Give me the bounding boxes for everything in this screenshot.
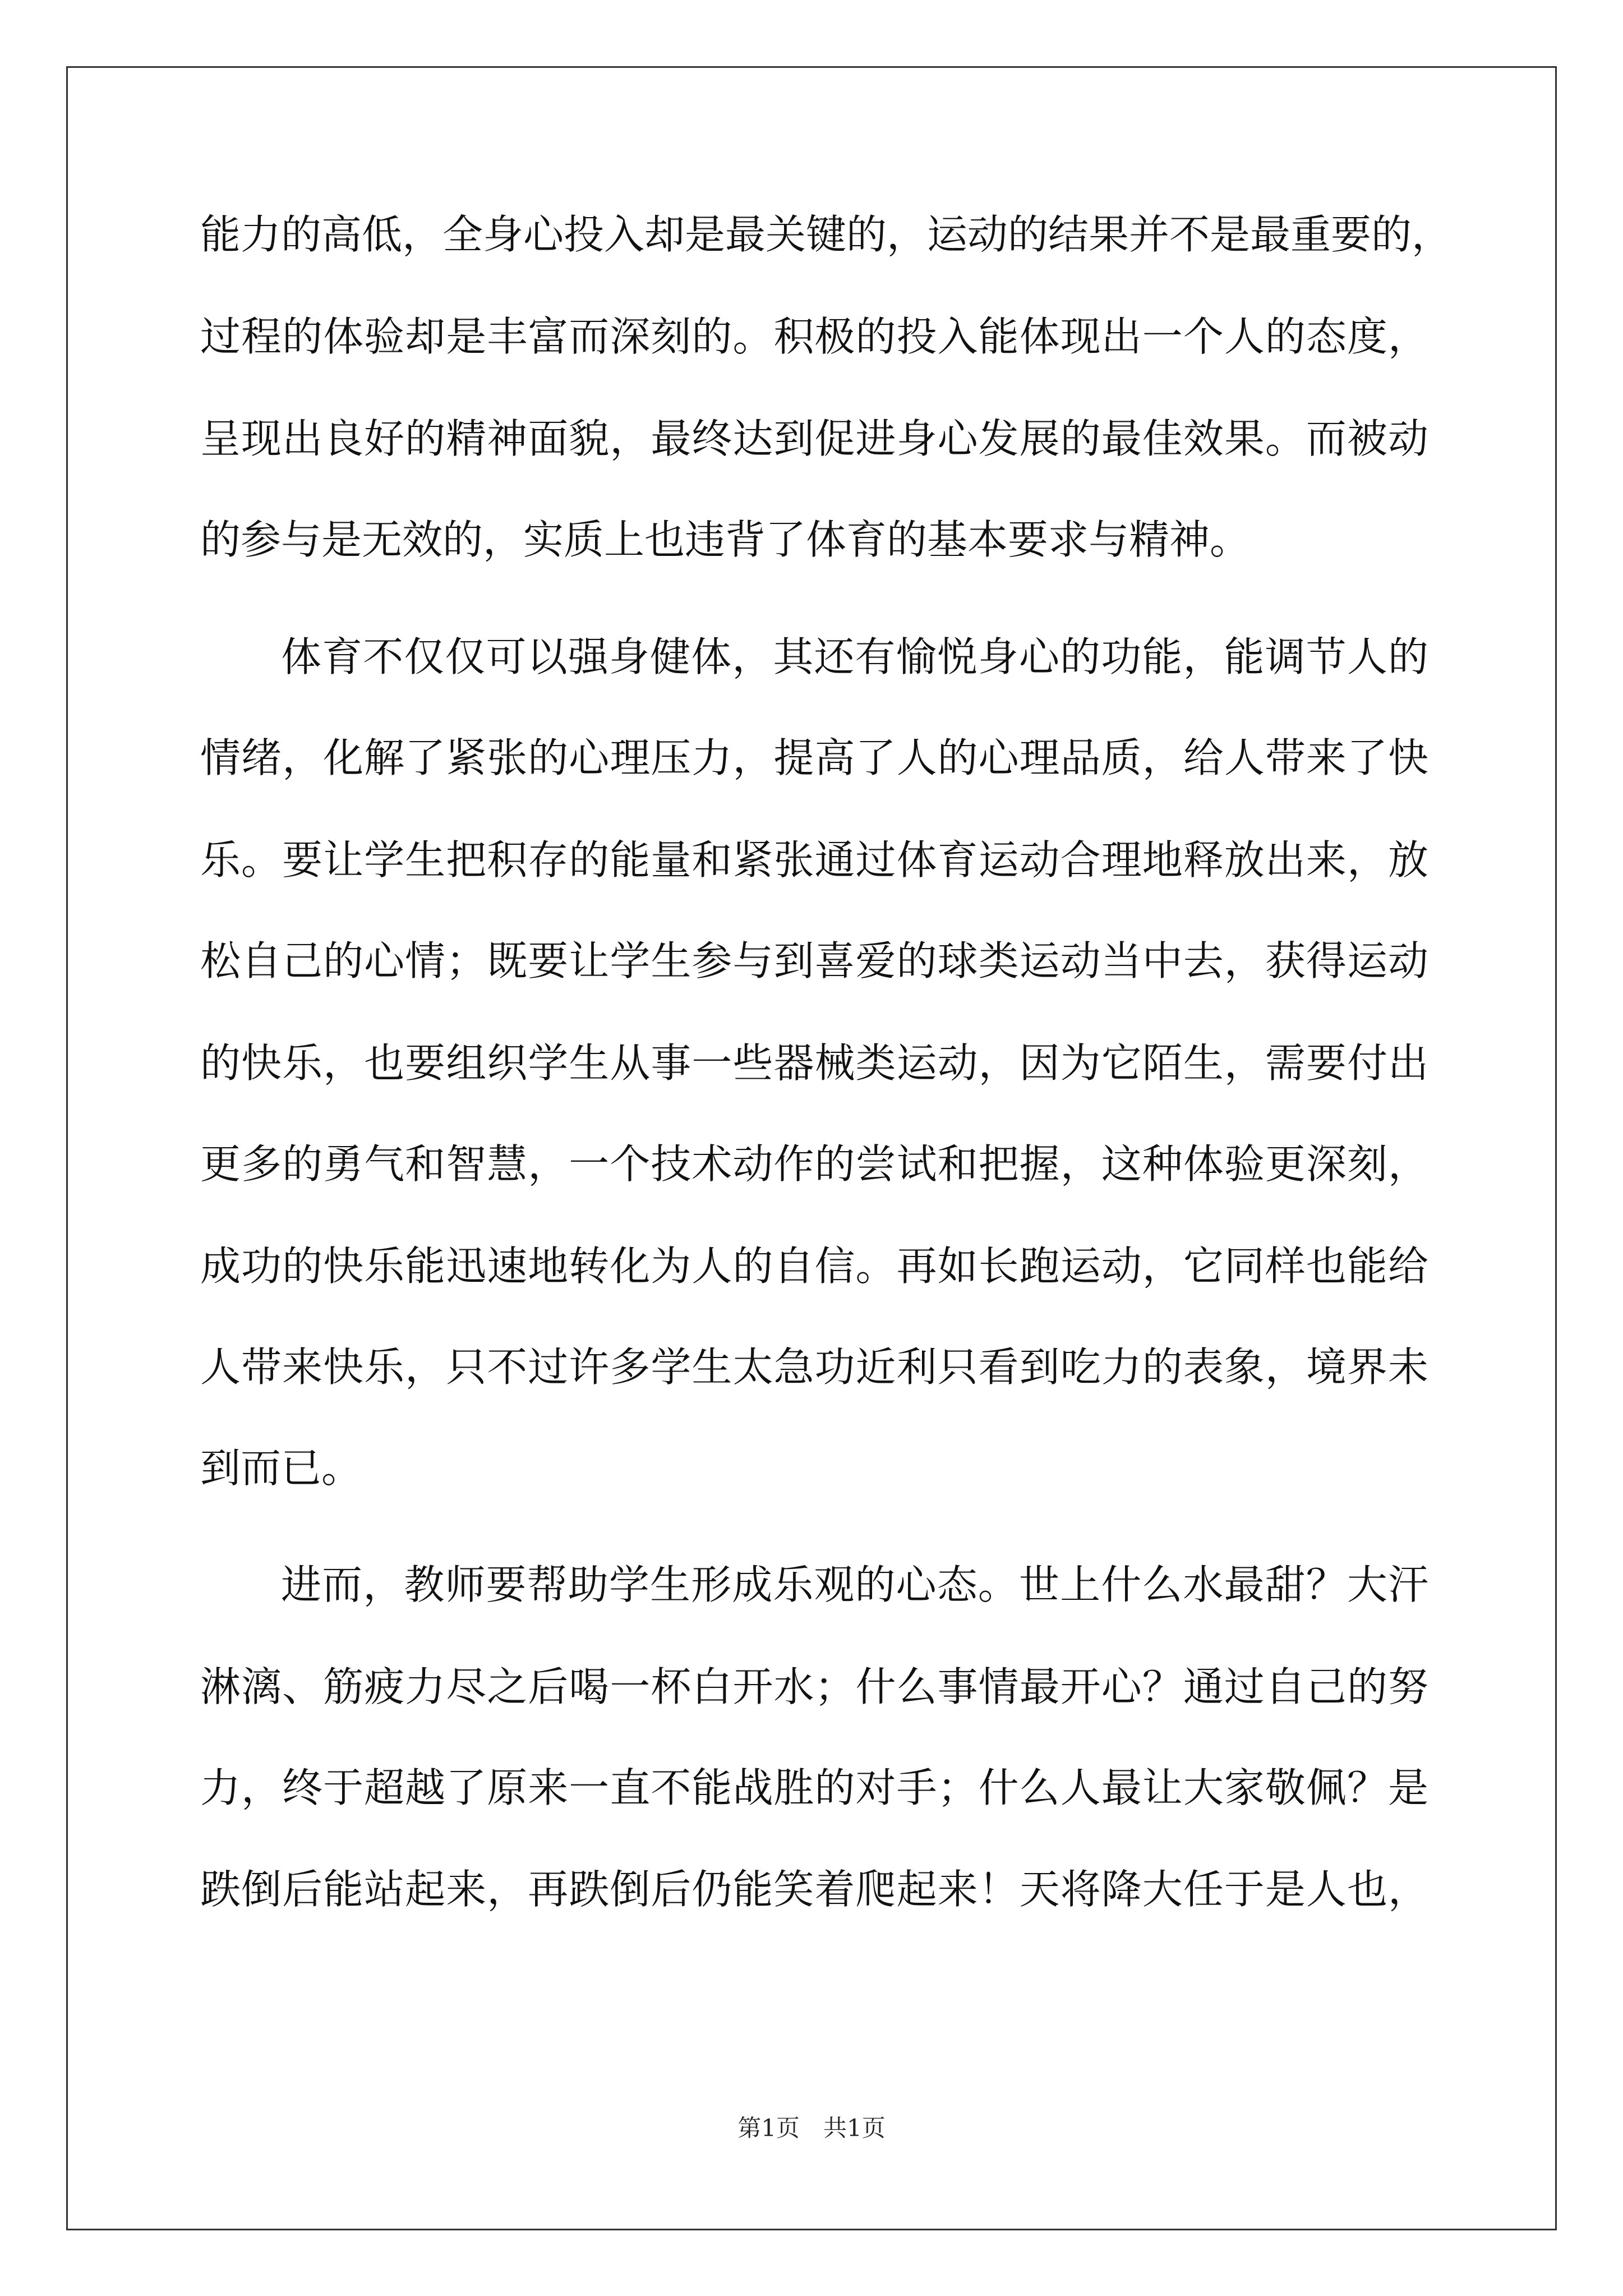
text-line: 的参与是无效的，实质上也违背了体育的基本要求与精神。 <box>200 516 1251 563</box>
text-line: 松自己的心情；既要让学生参与到喜爱的球类运动当中去，获得运动 <box>200 937 1428 984</box>
text-line: 进而，教师要帮助学生形成乐观的心态。世上什么水最甜？大汗 <box>281 1561 1428 1608</box>
text-line: 能力的高低，全身心投入却是最关键的，运动的结果并不是最重要的， <box>200 211 1453 258</box>
text-line: 成功的快乐能迅速地转化为人的自信。再如长跑运动，它同样也能给 <box>200 1243 1428 1290</box>
text-line: 人带来快乐，只不过许多学生太急功近利只看到吃力的表象，境界未 <box>200 1343 1428 1391</box>
text-line: 呈现出良好的精神面貌，最终达到促进身心发展的最佳效果。而被动 <box>200 415 1428 462</box>
text-line: 情绪，化解了紧张的心理压力，提高了人的心理品质，给人带来了快 <box>200 734 1428 781</box>
text-line: 到而已。 <box>200 1444 362 1492</box>
text-line: 的快乐，也要组织学生从事一些器械类运动，因为它陌生，需要付出 <box>200 1039 1428 1087</box>
page-number-footer: 第1页 共1页 <box>737 2114 886 2142</box>
text-line: 体育不仅仅可以强身健体，其还有愉悦身心的功能，能调节人的 <box>281 633 1428 680</box>
text-line: 过程的体验却是丰富而深刻的。积极的投入能体现出一个人的态度， <box>200 313 1428 360</box>
text-line: 跌倒后能站起来，再跌倒后仍能笑着爬起来！天将降大任于是人也， <box>200 1866 1428 1913</box>
text-line: 淋漓、筋疲力尽之后喝一杯白开水；什么事情最开心？通过自己的努 <box>200 1663 1428 1710</box>
text-line: 力，终于超越了原来一直不能战胜的对手；什么人最让大家敬佩？是 <box>200 1764 1428 1811</box>
text-line: 乐。要让学生把积存的能量和紧张通过体育运动合理地释放出来，放 <box>200 836 1428 884</box>
text-line: 更多的勇气和智慧，一个技术动作的尝试和把握，这种体验更深刻， <box>200 1140 1428 1188</box>
